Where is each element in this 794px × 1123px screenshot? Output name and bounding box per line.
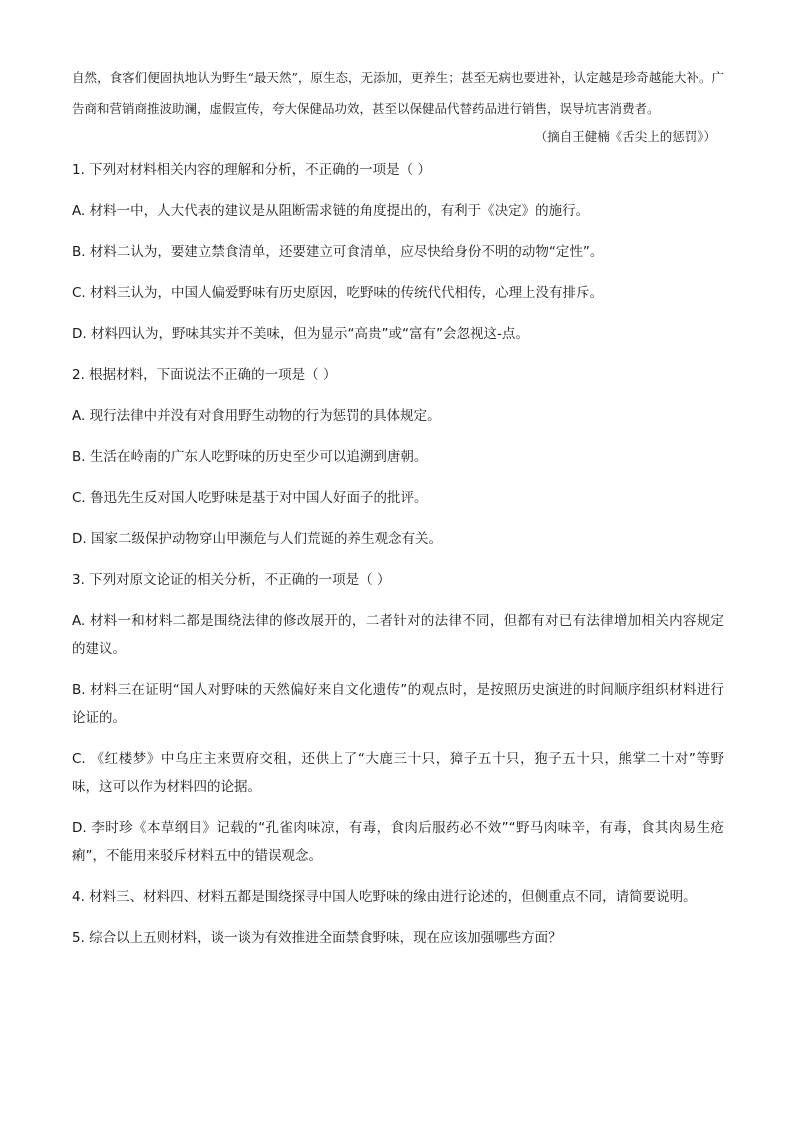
question-2-option-a: A. 现行法律中并没有对食用野生动物的行为惩罚的具体规定。: [72, 408, 441, 424]
question-2-stem: 2. 根据材料，下面说法不正确的一项是（ ）: [72, 367, 337, 383]
question-1-option-d: D. 材料四认为，野味其实并不美味，但为显示“高贵”或“富有”会忽视这-点。: [72, 326, 529, 342]
question-5-stem: 5. 综合以上五则材料，谈一谈为有效推进全面禁食野味，现在应该加强哪些方面？: [72, 930, 562, 946]
passage-text: 自然，食客们便固执地认为野生“最天然”，原生态，无添加，更养生；甚至无病也要进补，认定越是珍奇越能大补。广告商和营销商推波助澜，虚假宣传，夸大保健品功效，甚至以保健品代替药品进行销售，误导坑害消费者。: [72, 70, 724, 116]
question-1-option-b: B. 材料二认为，要建立禁食清单，还要建立可食清单，应尽快给身份不明的动物“定性”。: [72, 244, 604, 260]
question-2-option-c: C. 鲁迅先生反对国人吃野味是基于对中国人好面子的批评。: [72, 490, 428, 506]
question-3-option-b: B. 材料三在证明“国人对野味的天然偏好来自文化遗传”的观点时，是按照历史演进的时间顺序组织材料进行论证的。: [72, 682, 724, 726]
question-1-stem: 1. 下列对材料相关内容的理解和分析，不正确的一项是（ ）: [72, 162, 431, 178]
question-3-stem: 3. 下列对原文论证的相关分析，不正确的一项是（ ）: [72, 572, 391, 588]
question-3-option-c: C. 《红楼梦》中乌庄主来贾府交租，还供上了“大鹿三十只，獐子五十只，狍子五十只，熊掌二十对”等野味，这可以作为材料四的论据。: [72, 751, 724, 795]
question-4-stem: 4. 材料三、材料四、材料五都是围绕探寻中国人吃野味的缘由进行论述的，但侧重点不同，请简要说明。: [72, 889, 697, 905]
question-1-option-c: C. 材料三认为，中国人偏爱野味有历史原因，吃野味的传统代代相传，心理上没有排斥。: [72, 285, 604, 301]
document-page: [72, 62, 724, 965]
question-3-option-d: D. 李时珍《本草纲目》记载的“孔雀肉味凉，有毒，食肉后服药必不效”“野马肉味辛，有毒，食其肉易生疮痢”，不能用来驳斥材料五中的错误观念。: [72, 820, 724, 864]
question-1-option-a: A. 材料一中，人大代表的建议是从阻断需求链的角度提出的，有利于《决定》的施行。: [72, 203, 590, 219]
question-3-option-a: A. 材料一和材料二都是围绕法律的修改展开的，二者针对的法律不同，但都有对已有法律增加相关内容规定的建议。: [72, 613, 724, 657]
passage-source: （摘自王健楠《舌尖上的惩罚》）: [534, 129, 716, 144]
question-2-option-b: B. 生活在岭南的广东人吃野味的历史至少可以追溯到唐朝。: [72, 449, 428, 465]
question-2-option-d: D. 国家二级保护动物穿山甲濒危与人们荒诞的养生观念有关。: [72, 531, 442, 547]
